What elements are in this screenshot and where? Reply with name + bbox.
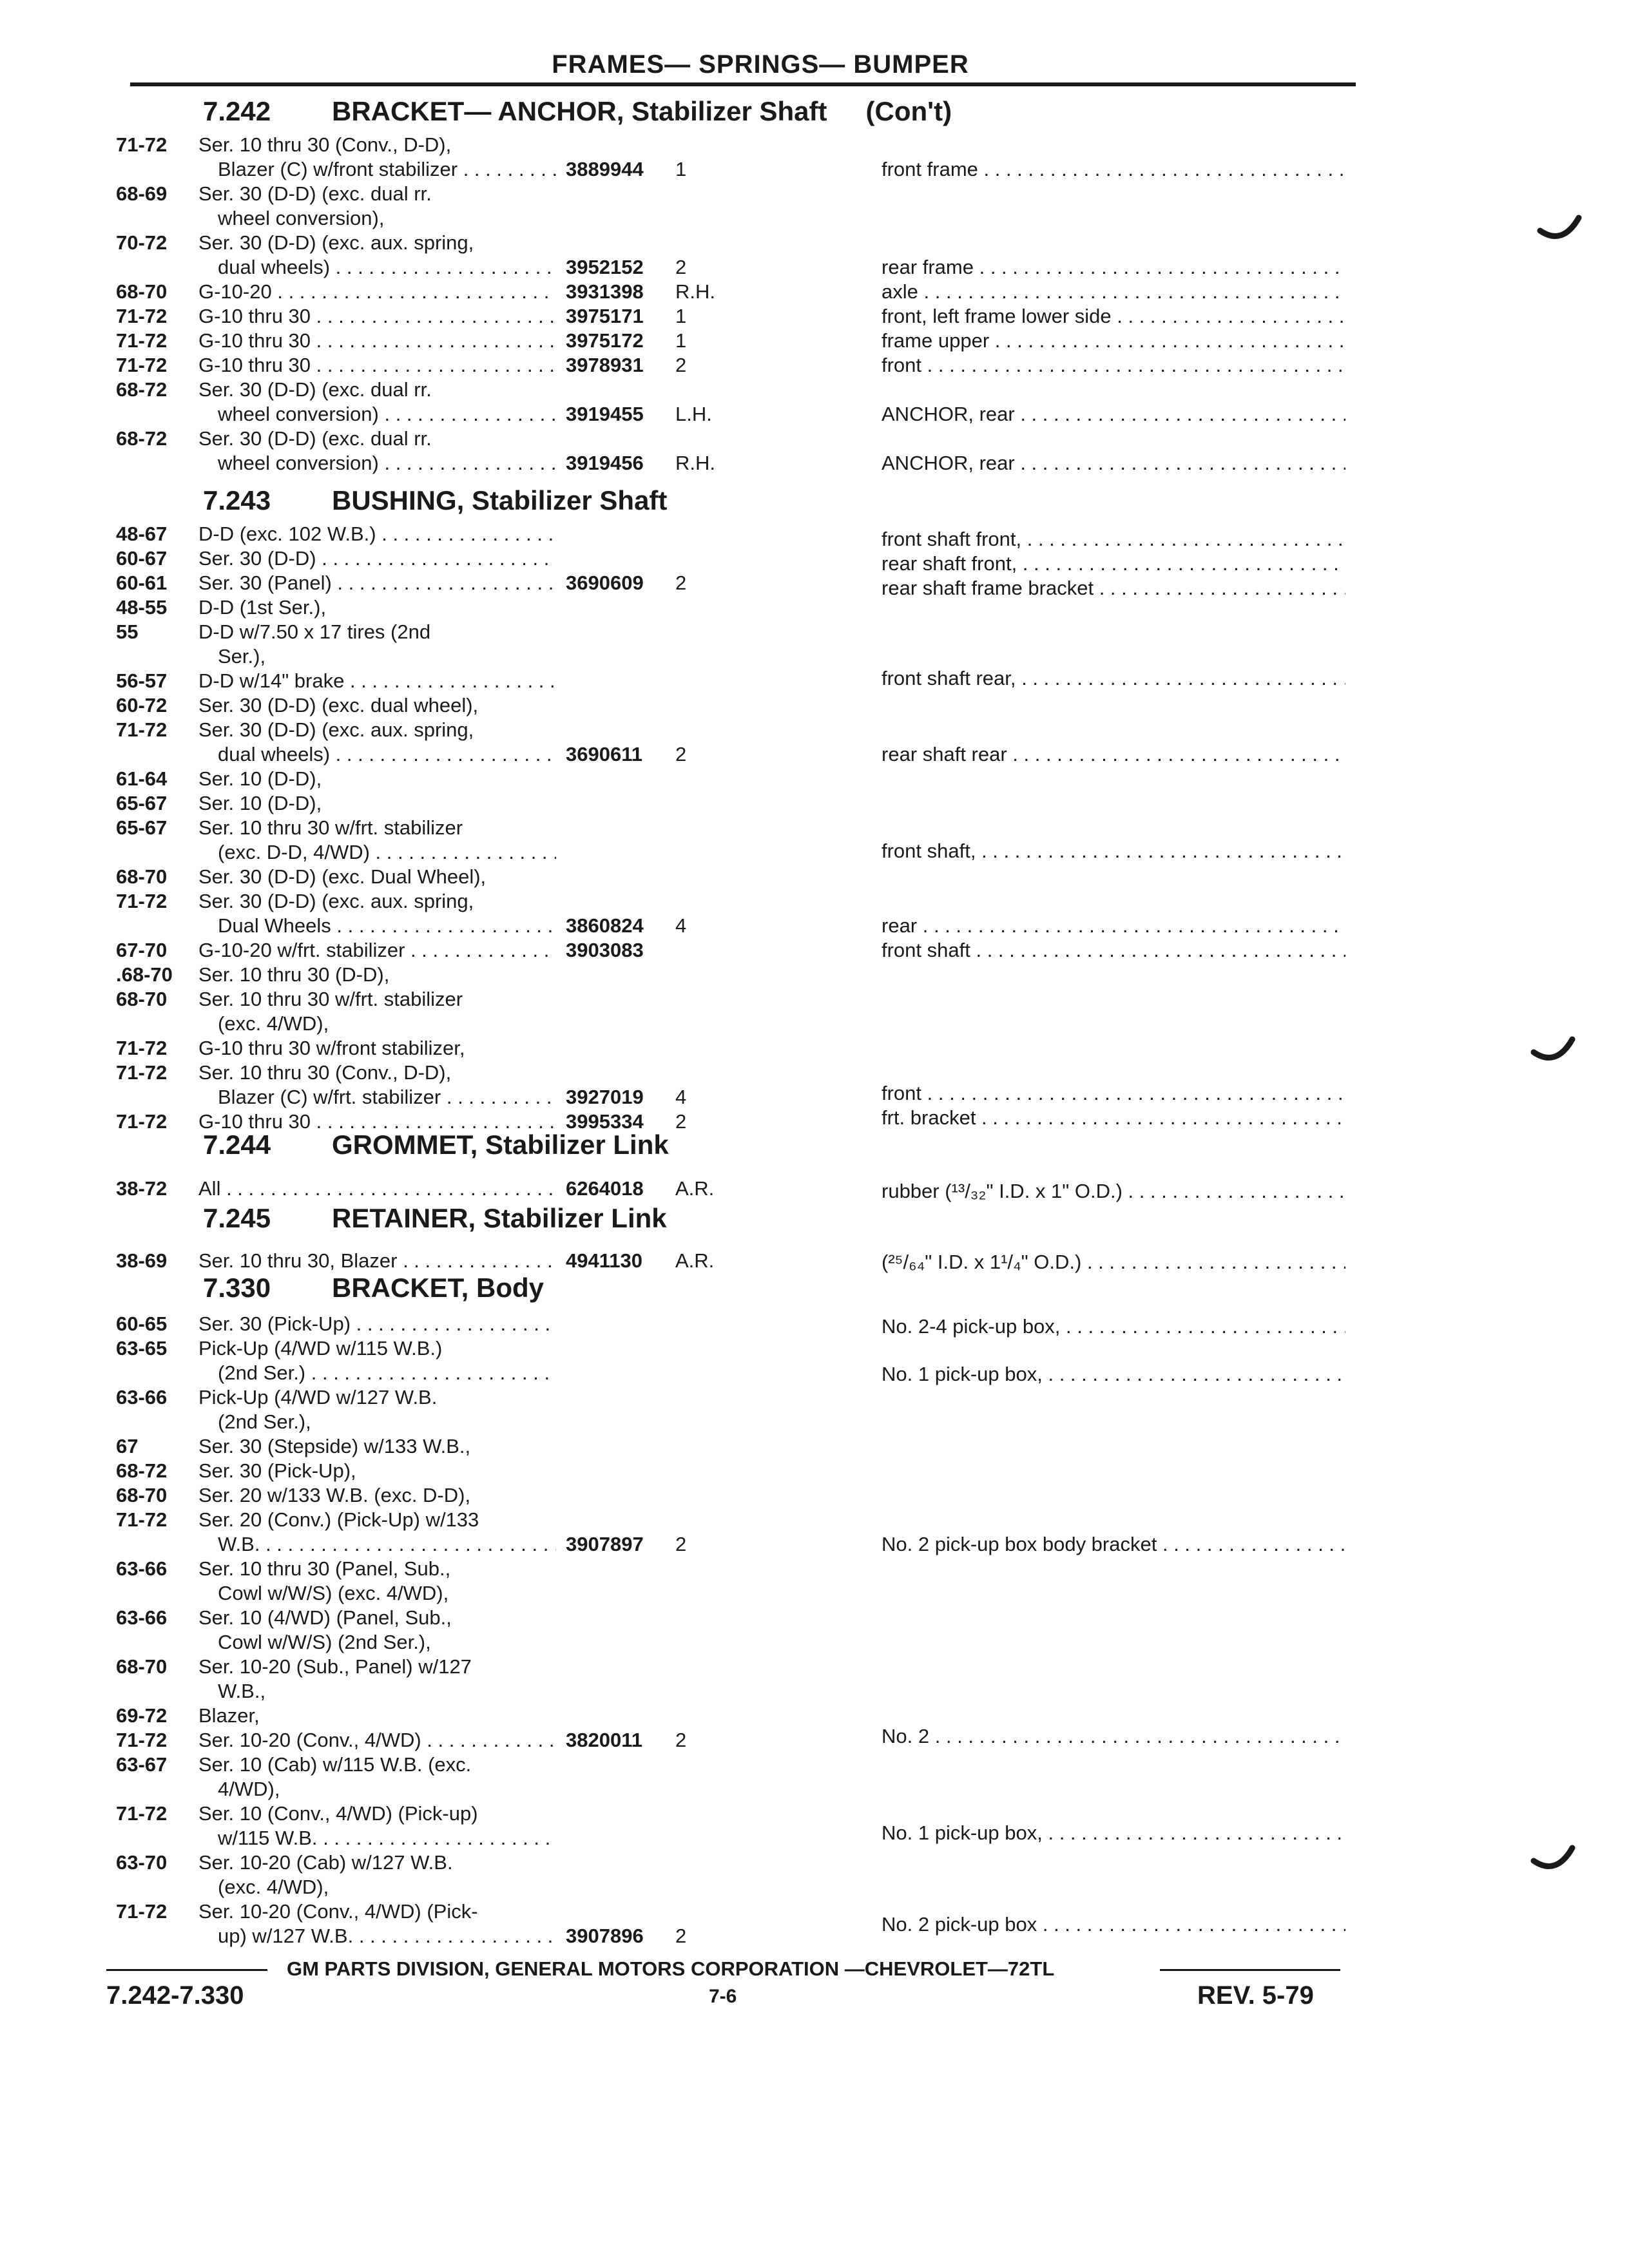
part-remarks: front frame . . . bbox=[882, 157, 1345, 182]
section-number: 7.243 bbox=[203, 485, 271, 515]
application-description: Ser. 10 thru 30 w/frt. stabilizer bbox=[198, 816, 463, 839]
part-row bbox=[0, 1913, 1629, 1948]
part-row bbox=[0, 1361, 1629, 1385]
model-years: 71-72 bbox=[116, 1729, 168, 1751]
part-row bbox=[0, 1655, 1629, 1679]
section-heading-7-242 bbox=[203, 95, 952, 128]
model-years: 60-61 bbox=[116, 572, 168, 594]
application-description: wheel conversion) . . . bbox=[218, 402, 556, 427]
part-row bbox=[0, 742, 1629, 767]
page-header: FRAMES— SPRINGS— BUMPER bbox=[552, 50, 969, 79]
application-description: G-10 thru 30 . . . bbox=[198, 329, 556, 353]
model-years: 71-72 bbox=[116, 718, 168, 741]
application-description: D-D w/7.50 x 17 tires (2nd bbox=[198, 620, 431, 643]
model-years: 71-72 bbox=[116, 1110, 168, 1133]
application-description: Ser. 30 (D-D) (exc. Dual Wheel), bbox=[198, 865, 487, 888]
part-row bbox=[0, 304, 1629, 329]
part-row bbox=[0, 522, 1629, 550]
application-description: Blazer, bbox=[198, 1704, 260, 1727]
part-remarks: rear shaft rear . . . bbox=[882, 742, 1345, 767]
part-row bbox=[0, 157, 1629, 182]
section-heading-7-243 bbox=[203, 485, 667, 517]
footer-publisher: GM PARTS DIVISION, GENERAL MOTORS CORPORATION —CHEVROLET—72TL bbox=[287, 1957, 1055, 1980]
application-description: Blazer (C) w/frt. stabilizer . . . bbox=[218, 1085, 556, 1110]
part-row bbox=[0, 1177, 1629, 1201]
part-row bbox=[0, 1312, 1629, 1336]
part-remarks: rear shaft front, . . . bbox=[882, 552, 1345, 576]
application-description: Pick-Up (4/WD w/127 W.B. bbox=[198, 1386, 438, 1408]
model-years: 71-72 bbox=[116, 1061, 168, 1084]
part-row bbox=[0, 1249, 1629, 1273]
part-row bbox=[0, 1434, 1629, 1459]
part-row bbox=[0, 1802, 1629, 1826]
model-years: 71-72 bbox=[116, 133, 168, 156]
part-remarks: front, left frame lower side . . . bbox=[882, 304, 1345, 329]
model-years: 71-72 bbox=[116, 329, 168, 352]
application-description: W.B., bbox=[218, 1680, 266, 1702]
model-years: 38-69 bbox=[116, 1249, 168, 1272]
quantity: 2 bbox=[675, 1729, 687, 1751]
part-row bbox=[0, 1725, 1629, 1753]
part-row bbox=[0, 1532, 1629, 1557]
part-number: 3907897 bbox=[566, 1533, 644, 1555]
model-years: 68-70 bbox=[116, 1655, 168, 1678]
part-row bbox=[0, 1336, 1629, 1361]
part-remarks: No. 1 pick-up box, . . . bbox=[882, 1362, 1345, 1387]
part-remarks: rear . . . bbox=[882, 914, 1345, 938]
model-years: 48-55 bbox=[116, 596, 168, 619]
application-description: G-10 thru 30 . . . bbox=[198, 1110, 556, 1134]
footer-rule-right bbox=[1160, 1969, 1340, 1971]
part-number: 3975171 bbox=[566, 305, 644, 327]
part-row bbox=[0, 427, 1629, 451]
part-number: 3952152 bbox=[566, 256, 644, 278]
part-row bbox=[0, 280, 1629, 304]
model-years: 65-67 bbox=[116, 816, 168, 839]
application-description: Ser. 10 (Cab) w/115 W.B. (exc. bbox=[198, 1753, 472, 1776]
application-description: Blazer (C) w/front stabilizer . . . bbox=[218, 157, 556, 182]
application-description: up) w/127 W.B. . . . bbox=[218, 1924, 556, 1948]
model-years: 68-72 bbox=[116, 378, 168, 401]
model-years: 68-72 bbox=[116, 427, 168, 450]
part-row bbox=[0, 1012, 1629, 1036]
model-years: 68-70 bbox=[116, 865, 168, 888]
application-description: G-10 thru 30 . . . bbox=[198, 304, 556, 329]
application-description: Ser. 30 (D-D) (exc. dual rr. bbox=[198, 378, 432, 401]
part-row bbox=[0, 987, 1629, 1012]
application-description: Ser. 10-20 (Cab) w/127 W.B. bbox=[198, 1851, 453, 1874]
model-years: 60-65 bbox=[116, 1312, 168, 1335]
model-years: 68-70 bbox=[116, 280, 168, 303]
part-row bbox=[0, 644, 1629, 669]
section-number: 7.242 bbox=[203, 96, 271, 126]
part-remarks: No. 1 pick-up box, . . . bbox=[882, 1821, 1345, 1845]
application-description: All . . . bbox=[198, 1177, 556, 1201]
part-row bbox=[0, 1508, 1629, 1532]
model-years: 63-65 bbox=[116, 1337, 168, 1360]
section-number: 7.330 bbox=[203, 1273, 271, 1303]
part-remarks: No. 2-4 pick-up box, . . . bbox=[882, 1314, 1345, 1339]
section-title: BUSHING, Stabilizer Shaft bbox=[332, 485, 668, 515]
application-description: Ser. 10 (D-D), bbox=[198, 767, 322, 790]
part-row bbox=[0, 231, 1629, 255]
section-title: BRACKET— ANCHOR, Stabilizer Shaft bbox=[332, 96, 827, 126]
part-number: 3860824 bbox=[566, 914, 644, 937]
part-row bbox=[0, 767, 1629, 791]
part-remarks: frt. bracket . . . bbox=[882, 1106, 1345, 1130]
part-row bbox=[0, 1036, 1629, 1061]
model-years: 61-64 bbox=[116, 767, 168, 790]
application-description: dual wheels) . . . bbox=[218, 255, 556, 280]
model-years: 60-72 bbox=[116, 694, 168, 716]
part-remarks: (²⁵/₆₄" I.D. x 1¹/₄" O.D.) . . . bbox=[882, 1250, 1345, 1274]
application-description: wheel conversion) . . . bbox=[218, 451, 556, 476]
part-number: 3690611 bbox=[566, 743, 642, 765]
quantity: A.R. bbox=[675, 1249, 715, 1272]
part-number: 3975172 bbox=[566, 329, 644, 352]
part-row bbox=[0, 353, 1629, 378]
quantity: R.H. bbox=[675, 280, 715, 303]
part-row bbox=[0, 1061, 1629, 1085]
part-row bbox=[0, 402, 1629, 427]
application-description: wheel conversion), bbox=[218, 207, 385, 229]
application-description: Ser. 10 thru 30, Blazer . . . bbox=[198, 1249, 556, 1273]
binder-hole-mark-icon bbox=[1530, 1843, 1576, 1881]
quantity: 1 bbox=[675, 329, 687, 352]
model-years: 38-72 bbox=[116, 1177, 168, 1200]
model-years: 68-70 bbox=[116, 1484, 168, 1506]
part-row bbox=[0, 620, 1629, 644]
part-row bbox=[0, 1821, 1629, 1850]
page-number: 7-6 bbox=[709, 1986, 737, 2007]
model-years: 63-66 bbox=[116, 1386, 168, 1408]
application-description: G-10-20 . . . bbox=[198, 280, 556, 304]
application-description: Ser.), bbox=[218, 645, 266, 668]
application-description: Ser. 10 thru 30 (Conv., D-D), bbox=[198, 133, 452, 156]
model-years: 63-70 bbox=[116, 1851, 168, 1874]
model-years: 71-72 bbox=[116, 1037, 168, 1059]
application-description: Ser. 30 (D-D) (exc. dual wheel), bbox=[198, 694, 479, 716]
part-row bbox=[0, 546, 1629, 575]
part-row bbox=[0, 182, 1629, 206]
model-years: 65-67 bbox=[116, 792, 168, 814]
part-row bbox=[0, 1679, 1629, 1704]
part-remarks: front shaft rear, . . . bbox=[882, 666, 1345, 691]
application-description: Ser. 30 (Panel) . . . bbox=[198, 571, 556, 595]
part-remarks: rear shaft frame bracket . . . bbox=[882, 576, 1345, 601]
application-description: Ser. 10 (Conv., 4/WD) (Pick-up) bbox=[198, 1802, 478, 1825]
part-row bbox=[0, 1557, 1629, 1581]
application-description: G-10 thru 30 . . . bbox=[198, 353, 556, 378]
part-row bbox=[0, 1753, 1629, 1777]
application-description: Cowl w/W/S) (2nd Ser.), bbox=[218, 1631, 431, 1653]
application-description: Ser. 10 thru 30 (Conv., D-D), bbox=[198, 1061, 452, 1084]
application-description: Pick-Up (4/WD w/115 W.B.) bbox=[198, 1337, 443, 1360]
section-continued: (Con't) bbox=[865, 96, 952, 126]
application-description: (exc. D-D, 4/WD) . . . bbox=[218, 840, 556, 865]
application-description: Ser. 30 (Pick-Up), bbox=[198, 1459, 356, 1482]
part-remarks: frame upper . . . bbox=[882, 329, 1345, 353]
revision-label: REV. 5-79 bbox=[1197, 1981, 1314, 2010]
application-description: dual wheels) . . . bbox=[218, 742, 556, 767]
section-number: 7.245 bbox=[203, 1203, 271, 1233]
quantity: 2 bbox=[675, 354, 687, 376]
part-remarks: front . . . bbox=[882, 1081, 1345, 1106]
part-row bbox=[0, 1385, 1629, 1410]
part-number: 3919456 bbox=[566, 452, 644, 474]
part-number: 3903083 bbox=[566, 939, 644, 961]
part-number: 3889944 bbox=[566, 158, 644, 180]
binder-hole-mark-icon bbox=[1530, 1034, 1576, 1073]
part-row bbox=[0, 914, 1629, 938]
section-heading-7-245 bbox=[203, 1202, 667, 1235]
quantity: 2 bbox=[675, 1533, 687, 1555]
model-years: 55 bbox=[116, 620, 139, 643]
application-description: W.B. . . . bbox=[218, 1532, 556, 1557]
application-description: Ser. 30 (D-D) (exc. dual rr. bbox=[198, 182, 432, 205]
application-description: Ser. 30 (D-D) (exc. aux. spring, bbox=[198, 718, 474, 741]
section-number: 7.244 bbox=[203, 1129, 271, 1160]
part-remarks: ANCHOR, rear . . . bbox=[882, 451, 1345, 476]
section-title: RETAINER, Stabilizer Link bbox=[332, 1203, 667, 1233]
application-description: Ser. 10-20 (Conv., 4/WD) (Pick- bbox=[198, 1900, 478, 1923]
part-row bbox=[0, 865, 1629, 889]
part-remarks: No. 2 pick-up box body bracket . . . bbox=[882, 1532, 1345, 1557]
application-description: Ser. 30 (D-D) . . . bbox=[198, 546, 556, 571]
quantity: R.H. bbox=[675, 452, 715, 474]
application-description: Cowl w/W/S) (exc. 4/WD), bbox=[218, 1582, 449, 1604]
part-row bbox=[0, 791, 1629, 816]
part-row bbox=[0, 451, 1629, 476]
model-years: 68-72 bbox=[116, 1459, 168, 1482]
part-remarks: ANCHOR, rear . . . bbox=[882, 402, 1345, 427]
part-remarks: front shaft front, . . . bbox=[882, 527, 1345, 552]
part-remarks: front . . . bbox=[882, 353, 1345, 378]
part-row bbox=[0, 1459, 1629, 1483]
model-years: 70-72 bbox=[116, 231, 168, 254]
section-title: GROMMET, Stabilizer Link bbox=[332, 1129, 669, 1160]
part-row bbox=[0, 1581, 1629, 1606]
part-row bbox=[0, 938, 1629, 963]
part-number: 3820011 bbox=[566, 1729, 642, 1751]
application-description: (2nd Ser.), bbox=[218, 1410, 311, 1433]
application-description: Ser. 30 (Stepside) w/133 W.B., bbox=[198, 1435, 471, 1457]
application-description: Ser. 10 (4/WD) (Panel, Sub., bbox=[198, 1606, 452, 1629]
application-description: (exc. 4/WD), bbox=[218, 1876, 329, 1898]
part-row bbox=[0, 1106, 1629, 1134]
part-row bbox=[0, 1410, 1629, 1434]
section-heading-7-330 bbox=[203, 1272, 544, 1304]
part-row bbox=[0, 571, 1629, 599]
part-row bbox=[0, 1777, 1629, 1802]
model-years: 48-67 bbox=[116, 523, 168, 545]
model-years: 67-70 bbox=[116, 939, 168, 961]
application-description: G-10 thru 30 w/front stabilizer, bbox=[198, 1037, 465, 1059]
part-row bbox=[0, 1875, 1629, 1899]
model-years: 69-72 bbox=[116, 1704, 168, 1727]
part-row bbox=[0, 1899, 1629, 1924]
quantity: 2 bbox=[675, 572, 687, 594]
footer-rule-left bbox=[106, 1969, 267, 1971]
model-years: .68-70 bbox=[116, 963, 173, 986]
part-remarks: No. 2 . . . bbox=[882, 1724, 1345, 1749]
part-row bbox=[0, 1082, 1629, 1110]
quantity: A.R. bbox=[675, 1177, 715, 1200]
application-description: Ser. 10 thru 30 w/frt. stabilizer bbox=[198, 988, 463, 1010]
part-row bbox=[0, 840, 1629, 865]
part-row bbox=[0, 329, 1629, 353]
application-description: (exc. 4/WD), bbox=[218, 1012, 329, 1035]
application-description: Ser. 10-20 (Sub., Panel) w/127 bbox=[198, 1655, 472, 1678]
application-description: w/115 W.B. . . . bbox=[218, 1826, 556, 1850]
application-description: Dual Wheels . . . bbox=[218, 914, 556, 938]
part-number: 3978931 bbox=[566, 354, 644, 376]
quantity: 2 bbox=[675, 1925, 687, 1947]
quantity: 2 bbox=[675, 743, 687, 765]
quantity: 4 bbox=[675, 914, 687, 937]
model-years: 63-66 bbox=[116, 1557, 168, 1580]
header-rule bbox=[130, 82, 1356, 86]
part-remarks: No. 2 pick-up box . . . bbox=[882, 1912, 1345, 1937]
part-row bbox=[0, 133, 1629, 157]
part-row bbox=[0, 693, 1629, 718]
quantity: L.H. bbox=[675, 403, 712, 425]
model-years: 56-57 bbox=[116, 669, 168, 692]
quantity: 1 bbox=[675, 158, 687, 180]
part-row bbox=[0, 255, 1629, 280]
binder-hole-mark-icon bbox=[1537, 213, 1582, 251]
part-remarks: rear frame . . . bbox=[882, 255, 1345, 280]
part-row bbox=[0, 1630, 1629, 1655]
part-remarks: front shaft, . . . bbox=[882, 839, 1345, 863]
part-number: 3907896 bbox=[566, 1925, 644, 1947]
part-row bbox=[0, 889, 1629, 914]
application-description: Ser. 10 thru 30 (D-D), bbox=[198, 963, 390, 986]
part-remarks: front shaft . . . bbox=[882, 938, 1345, 963]
application-description: D-D (1st Ser.), bbox=[198, 596, 327, 619]
application-description: Ser. 30 (D-D) (exc. dual rr. bbox=[198, 427, 432, 450]
model-years: 71-72 bbox=[116, 354, 168, 376]
part-row bbox=[0, 669, 1629, 693]
part-row bbox=[0, 718, 1629, 742]
model-years: 63-66 bbox=[116, 1606, 168, 1629]
model-years: 68-69 bbox=[116, 182, 168, 205]
part-number: 3931398 bbox=[566, 280, 644, 303]
application-description: Ser. 10 thru 30 (Panel, Sub., bbox=[198, 1557, 451, 1580]
application-description: G-10-20 w/frt. stabilizer . . . bbox=[198, 938, 556, 963]
part-row bbox=[0, 1606, 1629, 1630]
quantity: 1 bbox=[675, 305, 687, 327]
part-number: 6264018 bbox=[566, 1177, 644, 1200]
model-years: 71-72 bbox=[116, 890, 168, 912]
application-description: D-D (exc. 102 W.B.) . . . bbox=[198, 522, 556, 546]
application-description: Ser. 10-20 (Conv., 4/WD) . . . bbox=[198, 1728, 556, 1753]
model-years: 68-70 bbox=[116, 988, 168, 1010]
model-years: 60-67 bbox=[116, 547, 168, 570]
application-description: Ser. 30 (D-D) (exc. aux. spring, bbox=[198, 231, 474, 254]
model-years: 67 bbox=[116, 1435, 139, 1457]
application-description: Ser. 10 (D-D), bbox=[198, 792, 322, 814]
part-number: 3927019 bbox=[566, 1086, 644, 1108]
part-number: 3995334 bbox=[566, 1110, 644, 1133]
part-row bbox=[0, 1850, 1629, 1875]
part-row bbox=[0, 1704, 1629, 1728]
quantity: 4 bbox=[675, 1086, 687, 1108]
model-years: 71-72 bbox=[116, 1802, 168, 1825]
model-years: 71-72 bbox=[116, 1508, 168, 1531]
part-remarks: rubber (¹³/₃₂" I.D. x 1" O.D.) . . . bbox=[882, 1179, 1345, 1204]
model-years: 71-72 bbox=[116, 1900, 168, 1923]
part-row bbox=[0, 595, 1629, 620]
part-row bbox=[0, 816, 1629, 840]
part-remarks: axle . . . bbox=[882, 280, 1345, 304]
application-description: Ser. 30 (D-D) (exc. aux. spring, bbox=[198, 890, 474, 912]
part-number: 4941130 bbox=[566, 1249, 642, 1272]
part-row bbox=[0, 378, 1629, 402]
part-row bbox=[0, 963, 1629, 987]
section-title: BRACKET, Body bbox=[332, 1273, 545, 1303]
model-years: 63-67 bbox=[116, 1753, 168, 1776]
quantity: 2 bbox=[675, 1110, 687, 1133]
application-description: Ser. 20 (Conv.) (Pick-Up) w/133 bbox=[198, 1508, 479, 1531]
quantity: 2 bbox=[675, 256, 687, 278]
application-description: D-D w/14" brake . . . bbox=[198, 669, 556, 693]
footer-section-range: 7.242-7.330 bbox=[106, 1981, 244, 2010]
part-row bbox=[0, 1483, 1629, 1508]
model-years: 71-72 bbox=[116, 305, 168, 327]
part-number: 3690609 bbox=[566, 572, 644, 594]
application-description: (2nd Ser.) . . . bbox=[218, 1361, 556, 1385]
part-row bbox=[0, 206, 1629, 231]
application-description: 4/WD), bbox=[218, 1778, 280, 1800]
part-number: 3919455 bbox=[566, 403, 644, 425]
application-description: Ser. 20 w/133 W.B. (exc. D-D), bbox=[198, 1484, 471, 1506]
application-description: Ser. 30 (Pick-Up) . . . bbox=[198, 1312, 556, 1336]
